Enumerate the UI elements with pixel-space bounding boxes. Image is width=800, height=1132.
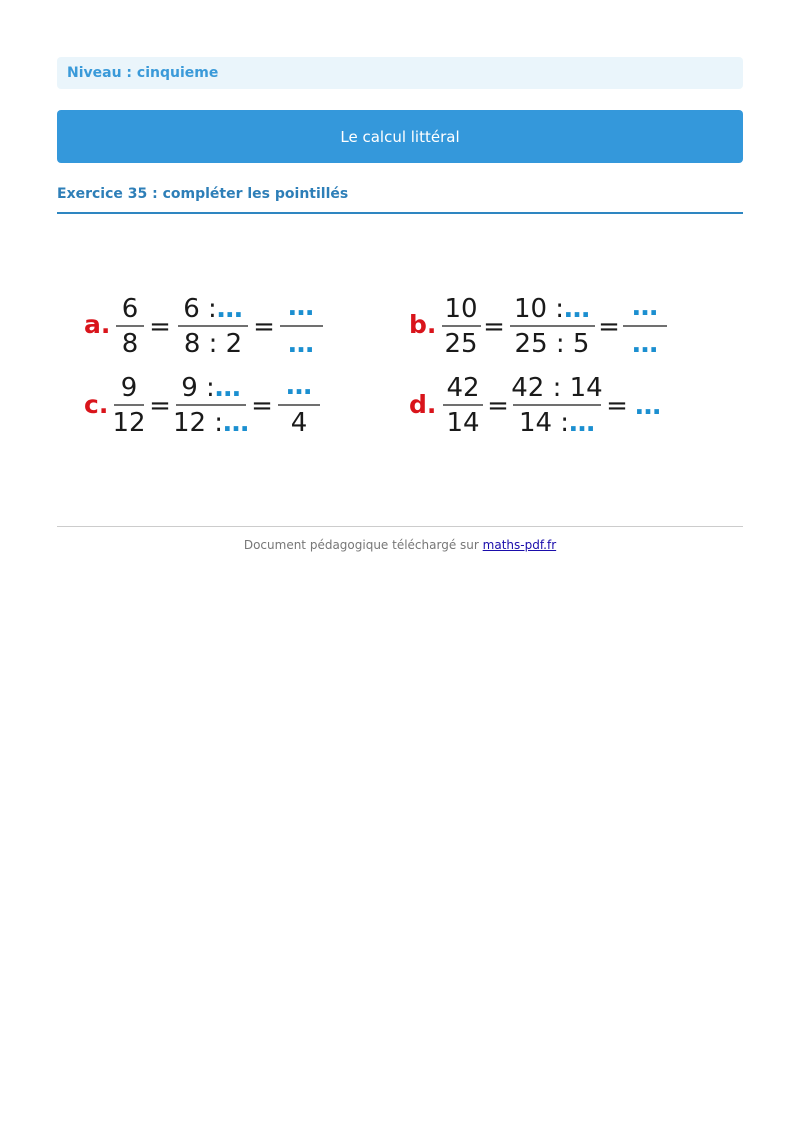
fraction-denominator: 25 xyxy=(444,329,478,359)
blank-numerator: … xyxy=(632,292,658,322)
fraction-denominator: 8 xyxy=(121,329,139,359)
equals-sign: = xyxy=(483,312,505,342)
equals-sign: = xyxy=(598,312,620,342)
exercise-figure xyxy=(80,285,680,445)
equals-sign: = xyxy=(251,391,273,421)
fraction-denominator: 25 : 5 xyxy=(514,329,590,359)
item-label: b. xyxy=(409,310,437,339)
exercise-item-c xyxy=(84,371,320,438)
fraction-numerator: 42 xyxy=(446,373,480,403)
footer-divider xyxy=(57,526,743,527)
fraction-denominator: 12 :… xyxy=(172,408,250,438)
equals-sign: = xyxy=(487,391,509,421)
page-title: Le calcul littéral xyxy=(340,127,460,146)
fraction-numerator: 9 xyxy=(120,373,138,403)
equals-sign: = xyxy=(149,391,171,421)
fraction-denominator: 14 :… xyxy=(518,408,596,438)
exercise-item-b xyxy=(409,292,667,359)
fraction-denominator: 8 : 2 xyxy=(183,329,243,359)
fraction-numerator: 9 :… xyxy=(181,373,241,403)
fraction-numerator: 42 : 14 xyxy=(511,373,603,403)
title-banner xyxy=(57,110,743,163)
item-label: d. xyxy=(409,390,437,419)
fraction-exercise-image xyxy=(80,285,680,445)
fraction-denominator: 14 xyxy=(446,408,480,438)
fraction-denominator: 12 xyxy=(112,408,146,438)
level-text: Niveau : cinquieme xyxy=(67,65,219,81)
equals-sign: = xyxy=(149,312,171,342)
equals-sign: = xyxy=(606,391,628,421)
exercise-title: Exercice 35 : compléter les pointillés xyxy=(57,186,349,202)
fraction-numerator: 10 :… xyxy=(513,294,591,324)
footer xyxy=(57,538,743,552)
exercise-item-a xyxy=(84,292,323,359)
item-label: a. xyxy=(84,310,111,339)
equals-sign: = xyxy=(253,312,275,342)
footer-link[interactable]: maths-pdf.fr xyxy=(482,538,557,552)
blank-result: … xyxy=(635,391,661,421)
blank-numerator: … xyxy=(288,292,314,322)
fraction-numerator: 10 xyxy=(444,294,478,324)
level-bar xyxy=(57,57,743,89)
footer-text: Document pédagogique téléchargé sur xyxy=(243,538,479,552)
exercise-heading xyxy=(57,186,743,214)
blank-numerator: … xyxy=(286,371,312,401)
fraction-denominator: 4 xyxy=(290,408,308,438)
fraction-numerator: 6 :… xyxy=(183,294,243,324)
item-label: c. xyxy=(84,390,109,419)
exercise-item-d xyxy=(409,373,661,438)
blank-denominator: … xyxy=(632,329,658,359)
fraction-numerator: 6 xyxy=(121,294,139,324)
blank-denominator: … xyxy=(288,329,314,359)
